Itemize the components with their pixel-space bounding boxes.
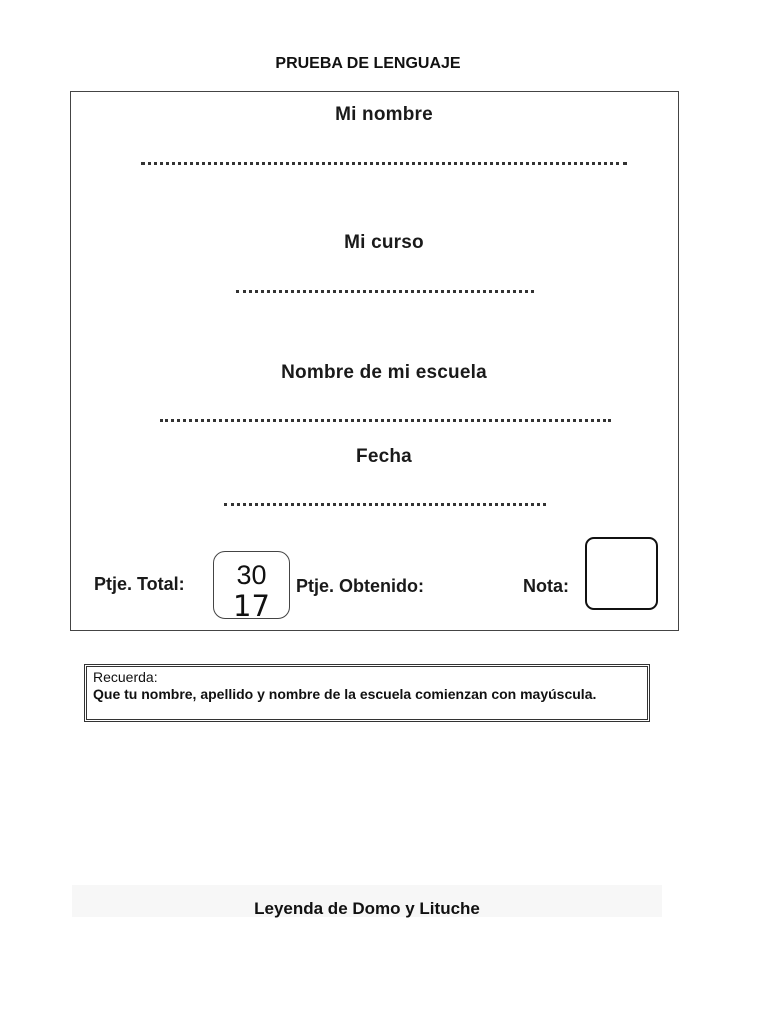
date-label: Fecha	[356, 446, 412, 467]
grade-label: Nota:	[523, 576, 569, 596]
page-title: PRUEBA DE LENGUAJE	[275, 55, 461, 72]
name-field[interactable]	[141, 162, 627, 165]
course-field[interactable]	[236, 290, 534, 293]
reminder-box	[84, 664, 650, 722]
school-label: Nombre de mi escuela	[281, 362, 487, 383]
obtained-score-label: Ptje. Obtenido:	[296, 576, 424, 596]
obtained-score-value: 17	[233, 589, 270, 623]
reminder-text: Que tu nombre, apellido y nombre de la escuela comienzan con mayúscula.	[93, 686, 597, 702]
course-label: Mi curso	[344, 232, 424, 253]
school-field[interactable]	[160, 419, 611, 422]
name-label: Mi nombre	[335, 104, 433, 125]
reminder-title: Recuerda:	[93, 669, 158, 685]
total-score-value: 30	[236, 560, 267, 590]
story-title: Leyenda de Domo y Lituche	[72, 885, 662, 917]
grade-box[interactable]	[585, 537, 658, 610]
date-field[interactable]	[224, 503, 546, 506]
score-box	[213, 551, 290, 623]
total-score-label: Ptje. Total:	[94, 574, 185, 594]
